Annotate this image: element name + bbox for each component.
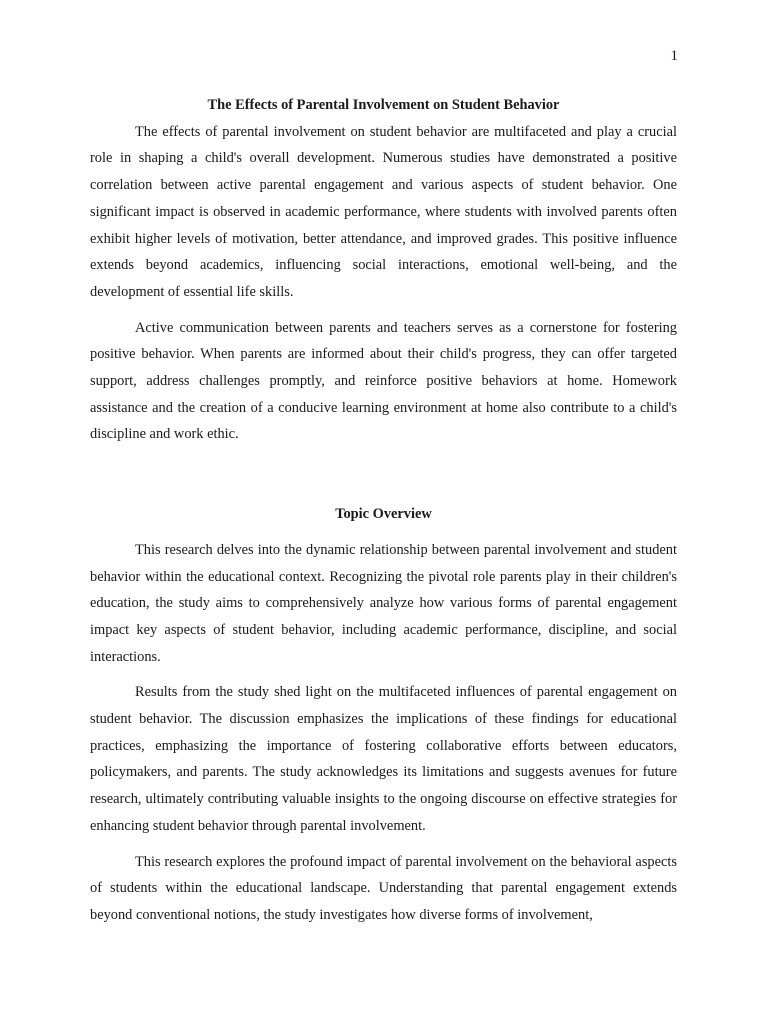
section-paragraph: This research explores the profound impact of parental involvement on the behavioral aspects of students within the educational landscape. Understanding that parental engagement extends beyond conventional notions, the study investigates how diverse forms of involvement, (90, 853, 677, 923)
section-paragraph: Results from the study shed light on the multifaceted influences of parental engagement on student behavior. The discussion emphasizes the implications of these findings for educational practices, emphasizing the importance of fostering collaborative efforts between educators, policymakers, and parents. The study acknowledges its limitations and suggests avenues for future research, ultimately contributing valuable insights to the ongoing discourse on effective strategies for enhancing student behavior through parental involvement. (90, 684, 677, 834)
page-number: 1 (670, 48, 678, 64)
intro-paragraph: The effects of parental involvement on student behavior are multifaceted and play a crucial role in shaping a child's overall development. Numerous studies have demonstrated a positive correlation between active parental engagement and various aspects of student behavior. One significant impact is observed in academic performance, where students with involved parents often exhibit higher levels of motivation, better attendance, and improved grades. This positive influence extends beyond academics, influencing social interactions, emotional well-being, and the development of essential life skills. (90, 123, 677, 300)
document-title: The Effects of Parental Involvement on Student Behavior (207, 97, 560, 113)
document-body (90, 92, 677, 929)
section-heading: Topic Overview (335, 506, 432, 523)
section-paragraph: This research delves into the dynamic relationship between parental involvement and student behavior within the educational context. Recognizing the pivotal role parents play in their children's education, the study aims to comprehensively analyze how various forms of parental engagement impact key aspects of student behavior, including academic performance, discipline, and social interactions. (90, 541, 677, 665)
intro-paragraph: Active communication between parents and teachers serves as a cornerstone for fostering positive behavior. When parents are informed about their child's progress, they can offer targeted support, address challenges promptly, and reinforce positive behaviors at home. Homework assistance and the creation of a conducive learning environment at home also contribute to a child's discipline and work ethic. (90, 319, 677, 443)
